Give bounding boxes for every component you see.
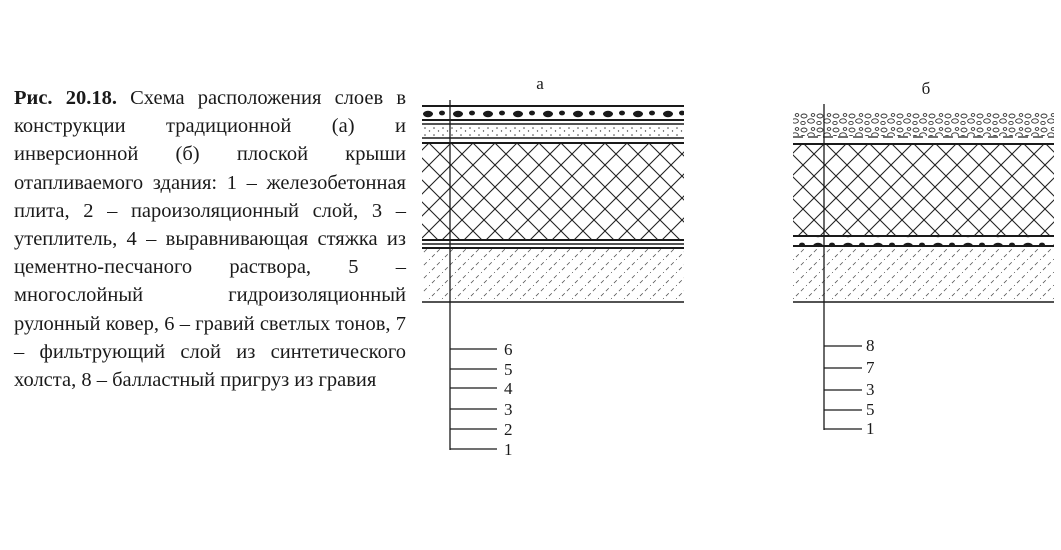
layer-numbers-a (504, 340, 513, 459)
leader-lines-b (824, 346, 862, 429)
layer-number: 3 (866, 380, 875, 399)
layer-number: 4 (504, 379, 513, 398)
layer-concrete-slab (422, 249, 684, 301)
diagram-b-label: б (921, 79, 931, 98)
layer-concrete-slab (793, 247, 1054, 301)
layer-number: 3 (504, 400, 513, 419)
layer-number: 5 (504, 360, 513, 379)
leader-lines-a (450, 349, 497, 449)
layer-insulation (422, 144, 684, 239)
caption-text: Схема расположения слоев в конструкции традиционной (а) и инверсионной (б) плоской крыши отапливаемого здания: 1 – железобетонная плита, 2 – пароизоляционный слой, 3 – утеплитель, 4 – выравнивающая стяжка из цементно-песчаного раствора, 5 – многослойный гидроизоляционный рулонный ковер, 6 – гравий светлых тонов, 7 – фильтрующий слой из синтетического холста, 8 – балластный пригруз из гравия (14, 87, 407, 392)
diagram-b (793, 79, 1054, 438)
layer-number: 8 (866, 336, 875, 355)
layer-gravel-ballast (793, 113, 1054, 136)
layer-number: 2 (504, 420, 513, 439)
figure-number: Рис. 20.18. (14, 87, 117, 109)
layer-number: 5 (866, 400, 875, 419)
diagram-a (422, 74, 684, 459)
layer-screed (422, 125, 684, 137)
layer-gravel-light (422, 108, 684, 120)
layer-number: 6 (504, 340, 513, 359)
layer-number: 1 (504, 440, 513, 459)
layer-numbers-b (866, 336, 875, 438)
diagram-a-label: а (536, 74, 544, 93)
layer-number: 7 (866, 358, 875, 377)
layer-insulation (793, 145, 1054, 235)
layer-number: 1 (866, 419, 875, 438)
layer-waterproofing (793, 237, 1054, 245)
